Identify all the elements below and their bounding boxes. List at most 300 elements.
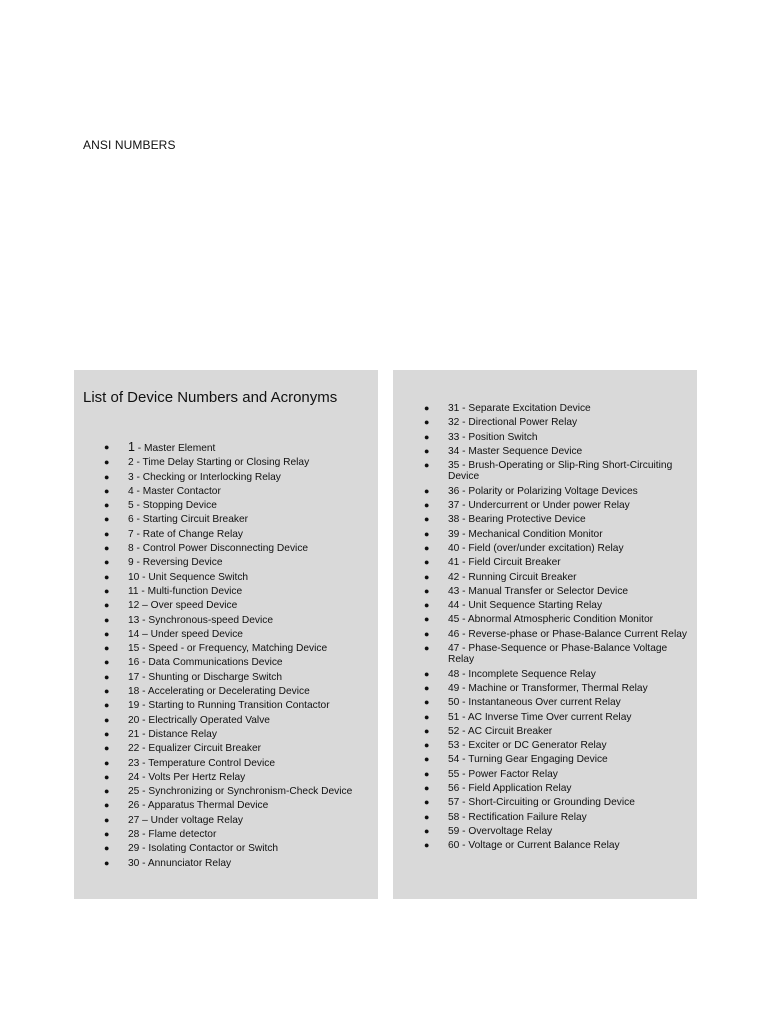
device-description: Over speed Device bbox=[150, 600, 238, 612]
device-description: Mechanical Condition Monitor bbox=[468, 528, 603, 540]
device-description: Annunciator Relay bbox=[147, 857, 232, 869]
bullet-icon: ● bbox=[104, 643, 110, 654]
device-list-item bbox=[104, 858, 372, 869]
device-description: AC Inverse Time Over current Relay bbox=[467, 711, 632, 723]
device-list-item bbox=[104, 643, 372, 654]
device-number: 24 bbox=[128, 771, 140, 783]
bullet-icon: ● bbox=[424, 557, 430, 568]
device-description: Unit Sequence Switch bbox=[148, 571, 249, 583]
bullet-icon: ● bbox=[104, 571, 110, 582]
device-description: Abnormal Atmospheric Condition Monitor bbox=[467, 614, 654, 626]
bullet-icon: ● bbox=[424, 403, 430, 413]
bullet-icon: ● bbox=[104, 442, 110, 452]
device-number: 58 bbox=[448, 811, 460, 823]
device-separator: - bbox=[459, 840, 469, 852]
device-list-item bbox=[104, 615, 372, 626]
device-list-item bbox=[104, 629, 372, 640]
device-description: Master Contactor bbox=[142, 485, 221, 497]
device-separator: - bbox=[139, 829, 149, 841]
device-separator: - bbox=[459, 682, 469, 694]
device-number: 59 bbox=[448, 825, 460, 837]
device-description: Reverse-phase or Phase-Balance Current Relay bbox=[468, 628, 687, 640]
device-separator: - bbox=[139, 700, 149, 712]
device-list-item bbox=[424, 683, 692, 694]
device-number: 32 bbox=[448, 417, 460, 429]
device-list-item bbox=[424, 557, 692, 568]
device-number: 45 bbox=[448, 614, 460, 626]
device-separator: - bbox=[459, 557, 469, 569]
device-list-item bbox=[424, 529, 692, 540]
device-description: Running Circuit Breaker bbox=[468, 571, 577, 583]
device-list-item bbox=[424, 500, 692, 511]
bullet-icon: ● bbox=[424, 614, 430, 625]
device-separator: - bbox=[459, 740, 469, 752]
device-list-item bbox=[104, 672, 372, 683]
device-description: Control Power Disconnecting Device bbox=[142, 543, 309, 555]
device-number: 53 bbox=[448, 740, 460, 752]
device-separator: - bbox=[139, 743, 149, 755]
device-description: Short-Circuiting or Grounding Device bbox=[468, 797, 635, 809]
bullet-icon: ● bbox=[424, 514, 430, 525]
device-number: 20 bbox=[128, 714, 140, 726]
device-description: Field Application Relay bbox=[468, 783, 572, 795]
device-list-item bbox=[104, 843, 372, 854]
device-separator: - bbox=[133, 557, 143, 569]
bullet-icon: ● bbox=[424, 725, 430, 736]
device-description: Field Circuit Breaker bbox=[468, 557, 561, 569]
device-separator: - bbox=[139, 800, 148, 812]
device-list-item bbox=[104, 800, 372, 811]
device-number: 51 bbox=[448, 711, 460, 723]
device-description: Master Sequence Device bbox=[468, 445, 583, 457]
bullet-icon: ● bbox=[424, 697, 430, 708]
device-description: Field (over/under excitation) Relay bbox=[468, 542, 624, 554]
device-list-item bbox=[104, 815, 372, 826]
device-number: 40 bbox=[448, 542, 460, 554]
device-description: Starting to Running Transition Contactor bbox=[148, 700, 330, 712]
device-separator: - bbox=[139, 786, 149, 798]
device-list-item bbox=[424, 572, 692, 583]
device-number: 5 bbox=[128, 500, 134, 512]
bullet-icon: ● bbox=[104, 614, 110, 625]
bullet-icon: ● bbox=[424, 825, 430, 836]
device-separator: - bbox=[459, 797, 469, 809]
device-list-item bbox=[424, 697, 692, 708]
device-description: Synchronous-speed Device bbox=[148, 614, 273, 626]
device-number: 18 bbox=[128, 686, 140, 698]
bullet-icon: ● bbox=[104, 671, 110, 682]
device-separator: - bbox=[459, 754, 469, 766]
device-description: Overvoltage Relay bbox=[468, 825, 553, 837]
device-description: Unit Sequence Starting Relay bbox=[468, 600, 603, 612]
device-number: 25 bbox=[128, 786, 140, 798]
device-number: 23 bbox=[128, 757, 140, 769]
device-number: 14 bbox=[128, 628, 140, 640]
device-separator: - bbox=[459, 460, 469, 472]
device-separator: - bbox=[133, 528, 143, 540]
device-list-item bbox=[424, 403, 692, 414]
device-list-item bbox=[424, 812, 692, 823]
device-separator: - bbox=[139, 643, 149, 655]
device-separator: - bbox=[459, 542, 469, 554]
device-separator: - bbox=[459, 485, 469, 497]
device-list-item bbox=[424, 669, 692, 680]
device-separator: - bbox=[139, 728, 149, 740]
bullet-icon: ● bbox=[424, 711, 430, 722]
device-description: Shunting or Discharge Switch bbox=[148, 671, 283, 683]
device-description: Polarity or Polarizing Voltage Devices bbox=[468, 485, 638, 497]
device-separator: - bbox=[459, 403, 469, 414]
device-separator: - bbox=[459, 417, 469, 429]
device-separator: - bbox=[459, 811, 469, 823]
device-number: 28 bbox=[128, 829, 140, 841]
device-list-item bbox=[424, 754, 692, 765]
bullet-icon: ● bbox=[104, 657, 110, 668]
device-separator: - bbox=[139, 686, 148, 698]
device-separator: - bbox=[459, 614, 468, 626]
device-list-right bbox=[424, 403, 692, 855]
device-separator: - bbox=[133, 514, 143, 526]
bullet-icon: ● bbox=[424, 840, 430, 851]
device-separator: - bbox=[139, 757, 149, 769]
device-description: Under speed Device bbox=[150, 628, 243, 640]
device-description: Master Element bbox=[144, 443, 216, 454]
device-description: Phase-Sequence or Phase-Balance Voltage Relay bbox=[448, 643, 668, 666]
device-number: 50 bbox=[448, 697, 460, 709]
document-heading: ANSI NUMBERS bbox=[83, 138, 176, 152]
device-description: Apparatus Thermal Device bbox=[147, 800, 269, 812]
device-separator: - bbox=[133, 543, 143, 555]
device-list-item bbox=[424, 740, 692, 751]
device-separator: - bbox=[459, 668, 469, 680]
device-description: Speed - or Frequency, Matching Device bbox=[148, 643, 328, 655]
bullet-icon: ● bbox=[104, 728, 110, 739]
device-number: 33 bbox=[448, 431, 460, 443]
bullet-icon: ● bbox=[104, 786, 110, 797]
device-number: 1 bbox=[128, 440, 135, 454]
device-list-item bbox=[104, 657, 372, 668]
device-list-item bbox=[424, 797, 692, 808]
bullet-icon: ● bbox=[424, 668, 430, 679]
bullet-icon: ● bbox=[104, 743, 110, 754]
device-description: Directional Power Relay bbox=[468, 417, 578, 429]
device-description: Isolating Contactor or Switch bbox=[148, 843, 279, 855]
device-separator: - bbox=[133, 485, 143, 497]
device-list-left bbox=[104, 442, 372, 872]
device-number: 35 bbox=[448, 460, 460, 472]
bullet-icon: ● bbox=[424, 811, 430, 822]
bullet-icon: ● bbox=[104, 543, 110, 554]
device-list-item bbox=[104, 729, 372, 740]
device-number: 2 bbox=[128, 457, 134, 469]
device-separator: - bbox=[459, 431, 469, 443]
device-list-item bbox=[424, 769, 692, 780]
device-list-panel-right bbox=[393, 370, 697, 899]
device-number: 46 bbox=[448, 628, 460, 640]
device-separator: – bbox=[139, 814, 151, 826]
device-number: 30 bbox=[128, 857, 140, 869]
bullet-icon: ● bbox=[104, 771, 110, 782]
device-number: 47 bbox=[448, 643, 460, 655]
device-description: Turning Gear Engaging Device bbox=[468, 754, 608, 766]
device-number: 56 bbox=[448, 783, 460, 795]
device-separator: - bbox=[459, 725, 468, 737]
device-number: 12 bbox=[128, 600, 140, 612]
device-number: 19 bbox=[128, 700, 140, 712]
device-description: Manual Transfer or Selector Device bbox=[468, 585, 629, 597]
device-number: 29 bbox=[128, 843, 140, 855]
device-number: 21 bbox=[128, 728, 140, 740]
device-list-item bbox=[104, 686, 372, 697]
device-list-item bbox=[424, 840, 692, 851]
device-number: 41 bbox=[448, 557, 460, 569]
device-list-item bbox=[424, 712, 692, 723]
device-list-item bbox=[424, 643, 692, 666]
bullet-icon: ● bbox=[424, 797, 430, 808]
bullet-icon: ● bbox=[104, 600, 110, 611]
device-separator: - bbox=[459, 825, 469, 837]
bullet-icon: ● bbox=[424, 783, 430, 794]
bullet-icon: ● bbox=[104, 843, 110, 854]
device-number: 43 bbox=[448, 585, 460, 597]
bullet-icon: ● bbox=[104, 485, 110, 496]
device-number: 48 bbox=[448, 668, 460, 680]
bullet-icon: ● bbox=[104, 857, 110, 868]
bullet-icon: ● bbox=[104, 800, 110, 811]
device-number: 9 bbox=[128, 557, 134, 569]
device-description: Flame detector bbox=[148, 829, 217, 841]
device-list-item bbox=[104, 743, 372, 754]
device-separator: - bbox=[139, 843, 149, 855]
bullet-icon: ● bbox=[424, 628, 430, 639]
bullet-icon: ● bbox=[424, 445, 430, 456]
device-list-item bbox=[424, 826, 692, 837]
bullet-icon: ● bbox=[104, 514, 110, 525]
device-description: Starting Circuit Breaker bbox=[142, 514, 249, 526]
device-number: 8 bbox=[128, 543, 134, 555]
bullet-icon: ● bbox=[104, 457, 110, 468]
bullet-icon: ● bbox=[424, 754, 430, 765]
bullet-icon: ● bbox=[424, 740, 430, 751]
device-list-item bbox=[104, 586, 372, 597]
device-description: Data Communications Device bbox=[148, 657, 283, 669]
device-description: Distance Relay bbox=[148, 728, 217, 740]
bullet-icon: ● bbox=[104, 471, 110, 482]
bullet-icon: ● bbox=[424, 431, 430, 442]
device-description: Separate Excitation Device bbox=[468, 403, 591, 414]
device-list-item bbox=[104, 758, 372, 769]
device-description: Power Factor Relay bbox=[468, 768, 558, 780]
device-separator: - bbox=[139, 657, 149, 669]
device-number: 42 bbox=[448, 571, 460, 583]
device-description: Synchronizing or Synchronism-Check Device bbox=[148, 786, 353, 798]
device-separator: - bbox=[133, 457, 143, 469]
device-number: 7 bbox=[128, 528, 134, 540]
device-description: Rectification Failure Relay bbox=[468, 811, 587, 823]
device-list-item bbox=[104, 572, 372, 583]
device-number: 52 bbox=[448, 725, 460, 737]
device-description: Bearing Protective Device bbox=[468, 514, 586, 526]
device-description: Volts Per Hertz Relay bbox=[148, 771, 246, 783]
bullet-icon: ● bbox=[104, 757, 110, 768]
device-separator: - bbox=[139, 771, 149, 783]
device-list-item bbox=[424, 600, 692, 611]
device-description: Stopping Device bbox=[142, 500, 217, 512]
bullet-icon: ● bbox=[424, 600, 430, 611]
device-description: Under voltage Relay bbox=[150, 814, 243, 826]
device-separator: - bbox=[459, 600, 469, 612]
bullet-icon: ● bbox=[424, 542, 430, 553]
device-separator: - bbox=[459, 783, 469, 795]
device-list-item bbox=[104, 600, 372, 611]
device-description: AC Circuit Breaker bbox=[467, 725, 553, 737]
device-list-item bbox=[104, 486, 372, 497]
bullet-icon: ● bbox=[424, 460, 430, 471]
bullet-icon: ● bbox=[104, 557, 110, 568]
bullet-icon: ● bbox=[424, 528, 430, 539]
device-separator: - bbox=[459, 628, 469, 640]
device-list-item bbox=[424, 783, 692, 794]
device-number: 22 bbox=[128, 743, 140, 755]
device-number: 37 bbox=[448, 500, 460, 512]
panel-title: List of Device Numbers and Acronyms bbox=[83, 389, 338, 406]
device-separator: - bbox=[139, 857, 148, 869]
bullet-icon: ● bbox=[424, 485, 430, 496]
device-number: 10 bbox=[128, 571, 140, 583]
device-separator: - bbox=[138, 585, 148, 597]
device-number: 17 bbox=[128, 671, 140, 683]
device-number: 38 bbox=[448, 514, 460, 526]
device-number: 44 bbox=[448, 600, 460, 612]
device-separator: - bbox=[133, 471, 143, 483]
bullet-icon: ● bbox=[424, 585, 430, 596]
device-separator: - bbox=[459, 445, 469, 457]
device-list-item bbox=[424, 432, 692, 443]
device-number: 39 bbox=[448, 528, 460, 540]
device-list-item bbox=[424, 586, 692, 597]
device-description: Equalizer Circuit Breaker bbox=[148, 743, 262, 755]
device-description: Temperature Control Device bbox=[148, 757, 276, 769]
bullet-icon: ● bbox=[104, 700, 110, 711]
bullet-icon: ● bbox=[424, 500, 430, 511]
device-description: Voltage or Current Balance Relay bbox=[468, 840, 620, 852]
device-separator: - bbox=[459, 514, 469, 526]
device-separator: - bbox=[139, 571, 149, 583]
device-separator: - bbox=[459, 528, 469, 540]
device-number: 31 bbox=[448, 403, 460, 414]
bullet-icon: ● bbox=[104, 714, 110, 725]
bullet-icon: ● bbox=[424, 682, 430, 693]
device-separator: - bbox=[139, 614, 149, 626]
device-description: Reversing Device bbox=[142, 557, 223, 569]
device-number: 4 bbox=[128, 485, 134, 497]
device-number: 34 bbox=[448, 445, 460, 457]
device-number: 6 bbox=[128, 514, 134, 526]
device-list-item bbox=[104, 786, 372, 797]
device-list-item bbox=[104, 457, 372, 468]
device-number: 13 bbox=[128, 614, 140, 626]
device-list-item bbox=[104, 700, 372, 711]
bullet-icon: ● bbox=[104, 829, 110, 840]
device-number: 15 bbox=[128, 643, 140, 655]
device-list-item bbox=[424, 629, 692, 640]
device-separator: - bbox=[133, 500, 143, 512]
bullet-icon: ● bbox=[424, 643, 430, 654]
device-list-item bbox=[424, 446, 692, 457]
bullet-icon: ● bbox=[104, 628, 110, 639]
device-separator: - bbox=[459, 500, 469, 512]
device-list-item bbox=[104, 715, 372, 726]
device-separator: - bbox=[459, 571, 469, 583]
device-list-item bbox=[424, 486, 692, 497]
device-description: Brush-Operating or Slip-Ring Short-Circuiting Device bbox=[448, 460, 673, 483]
device-list-item bbox=[104, 543, 372, 554]
device-number: 36 bbox=[448, 485, 460, 497]
device-list-item bbox=[424, 460, 692, 483]
device-description: Electrically Operated Valve bbox=[148, 714, 270, 726]
device-description: Rate of Change Relay bbox=[142, 528, 243, 540]
bullet-icon: ● bbox=[424, 571, 430, 582]
device-separator: - bbox=[459, 643, 469, 655]
device-number: 11 bbox=[128, 585, 139, 597]
bullet-icon: ● bbox=[424, 768, 430, 779]
device-list-item bbox=[424, 417, 692, 428]
device-list-item bbox=[104, 829, 372, 840]
device-list-item bbox=[104, 500, 372, 511]
bullet-icon: ● bbox=[104, 500, 110, 511]
device-separator: - bbox=[139, 714, 149, 726]
device-list-panel-left bbox=[74, 370, 378, 899]
device-number: 57 bbox=[448, 797, 460, 809]
device-separator: – bbox=[139, 600, 151, 612]
device-number: 27 bbox=[128, 814, 140, 826]
device-separator: - bbox=[139, 671, 149, 683]
device-number: 3 bbox=[128, 471, 134, 483]
device-description: Accelerating or Decelerating Device bbox=[147, 686, 310, 698]
device-list-item bbox=[104, 557, 372, 568]
device-list-item bbox=[104, 472, 372, 483]
bullet-icon: ● bbox=[104, 528, 110, 539]
device-description: Exciter or DC Generator Relay bbox=[468, 740, 607, 752]
device-list-item bbox=[424, 614, 692, 625]
device-description: Incomplete Sequence Relay bbox=[468, 668, 596, 680]
device-list-item bbox=[104, 529, 372, 540]
bullet-icon: ● bbox=[104, 814, 110, 825]
bullet-icon: ● bbox=[104, 585, 110, 596]
device-number: 26 bbox=[128, 800, 140, 812]
device-separator: - bbox=[459, 711, 468, 723]
device-description: Multi-function Device bbox=[147, 585, 243, 597]
bullet-icon: ● bbox=[104, 686, 110, 697]
device-list-item bbox=[424, 514, 692, 525]
device-description: Undercurrent or Under power Relay bbox=[468, 500, 630, 512]
device-list-item bbox=[424, 543, 692, 554]
device-description: Position Switch bbox=[468, 431, 538, 443]
device-separator: - bbox=[459, 697, 469, 709]
device-number: 55 bbox=[448, 768, 460, 780]
device-description: Time Delay Starting or Closing Relay bbox=[142, 457, 310, 469]
bullet-icon: ● bbox=[424, 417, 430, 428]
device-number: 49 bbox=[448, 682, 460, 694]
device-list-item bbox=[104, 514, 372, 525]
device-number: 16 bbox=[128, 657, 140, 669]
device-description: Machine or Transformer, Thermal Relay bbox=[468, 682, 648, 694]
device-description: Checking or Interlocking Relay bbox=[142, 471, 281, 483]
device-separator: - bbox=[134, 443, 145, 454]
device-separator: – bbox=[139, 628, 151, 640]
device-number: 54 bbox=[448, 754, 460, 766]
device-list-item bbox=[104, 442, 372, 454]
